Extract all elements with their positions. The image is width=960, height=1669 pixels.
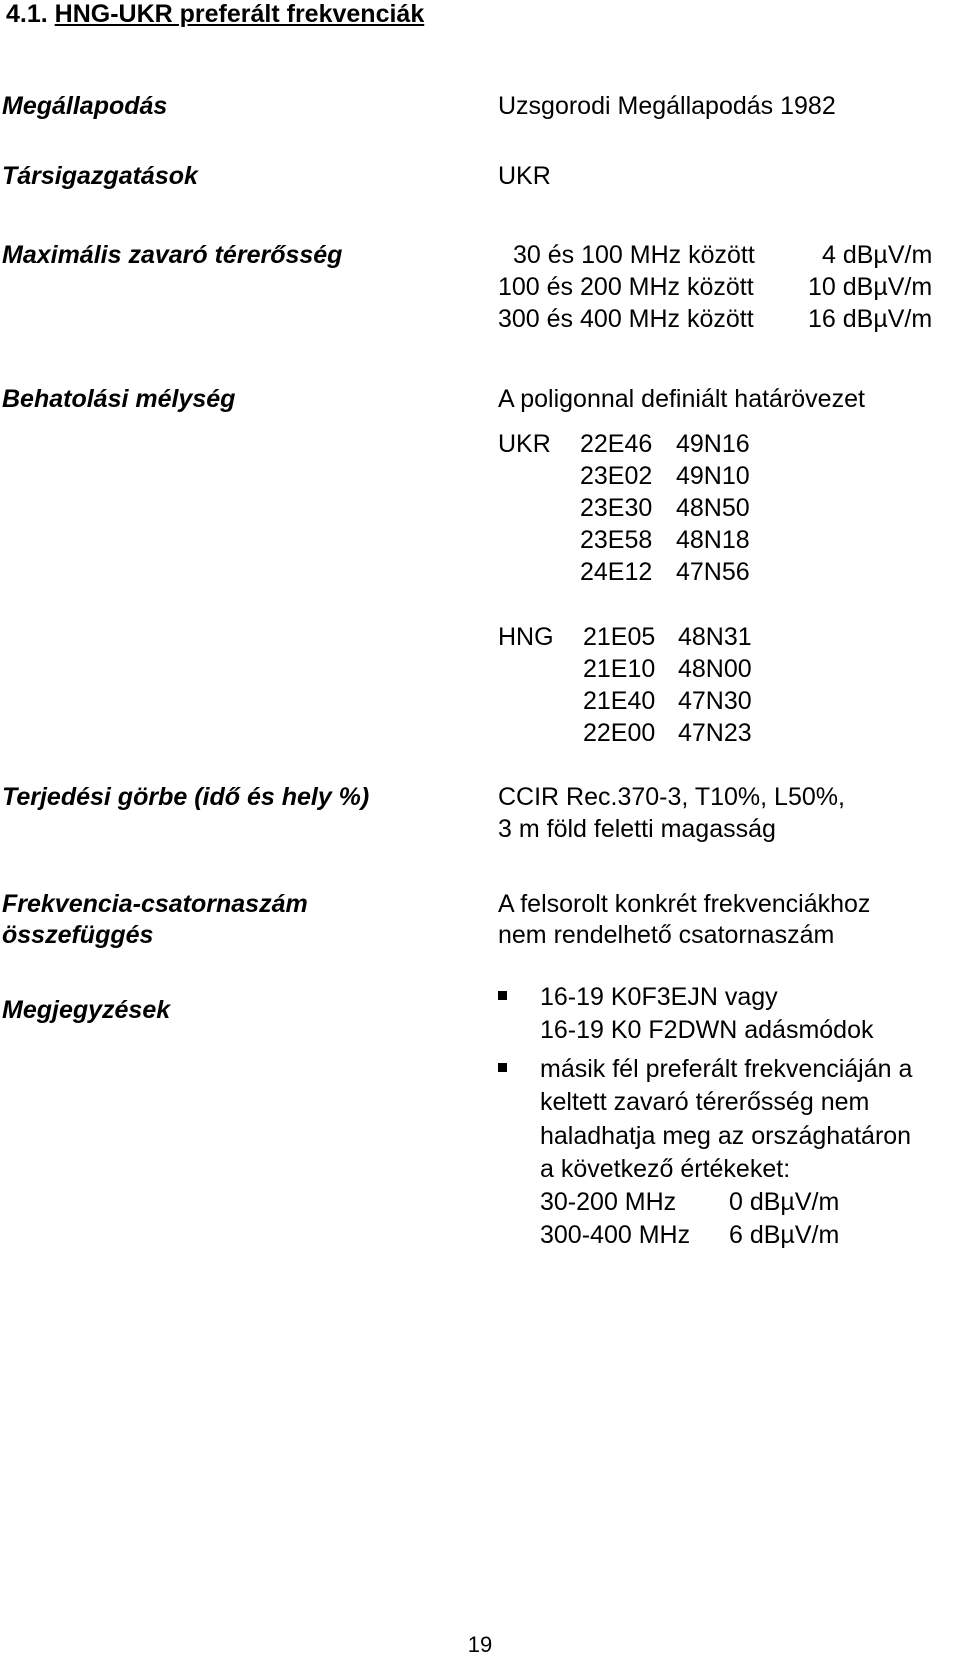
administrations-value: UKR [498,162,551,190]
limit-band-2: 300-400 MHz [540,1221,691,1249]
polygon-lon: 23E30 [580,494,653,522]
limit-band-1: 30-200 MHz [540,1188,677,1216]
limit-level-1: 0 dBµV/m [729,1188,840,1216]
frequency-channel-label-line-1: Frekvencia-csatornaszám [2,890,308,918]
agreement-value: Uzsgorodi Megállapodás 1982 [498,92,836,120]
note-1-line-1: 16-19 K0F3EJN vagy [540,983,778,1011]
notes-label: Megjegyzések [2,996,171,1024]
section-number: 4.1. [6,0,48,28]
section-title: HNG-UKR preferált frekvenciák [54,0,425,28]
note-2-line-2: keltett zavaró térerősség nem [540,1088,870,1116]
note-2-line-4: a következő értékeket: [540,1155,791,1183]
polygon-lon: 21E10 [583,655,656,683]
range-band-1: 30 és 100 MHz között [513,241,755,269]
limit-level-2: 6 dBµV/m [729,1221,840,1249]
range-level-1: 4 dBµV/m [822,241,933,269]
propagation-curve-label: Terjedési görbe (idő és hely %) [2,783,370,811]
polygon-lat: 48N31 [678,623,752,651]
bullet-square-icon [498,1063,507,1072]
propagation-curve-line-1: CCIR Rec.370-3, T10%, L50%, [498,783,845,811]
frequency-channel-line-1: A felsorolt konkrét frekvenciákhoz [498,890,871,918]
polygon-lat: 48N18 [676,526,750,554]
penetration-depth-label: Behatolási mélység [2,385,236,413]
polygon-lat: 47N23 [678,719,752,747]
page-number: 19 [467,1632,493,1657]
polygon-lat: 48N50 [676,494,750,522]
polygon-lon: 21E05 [583,623,656,651]
polygon-lon: 22E00 [583,719,656,747]
polygon-country-ukr: UKR [498,430,551,458]
polygon-lon: 23E58 [580,526,653,554]
polygon-lat: 49N10 [676,462,750,490]
section-heading [6,2,424,27]
range-level-3: 16 dBµV/m [808,305,933,333]
range-level-2: 10 dBµV/m [808,273,933,301]
bullet-square-icon [498,991,507,1000]
polygon-lat: 48N00 [678,655,752,683]
administrations-label: Társigazgatások [2,162,198,190]
polygon-country-hng: HNG [498,623,554,651]
frequency-channel-label-line-2: összefüggés [2,921,154,949]
note-2-line-3: haladhatja meg az országhatáron [540,1122,912,1150]
note-1-line-2: 16-19 K0 F2DWN adásmódok [540,1016,874,1044]
range-band-2: 100 és 200 MHz között [498,273,754,301]
penetration-depth-value: A poligonnal definiált határövezet [498,385,865,413]
note-2-line-1: másik fél preferált frekvenciáján a [540,1055,913,1083]
polygon-lon: 24E12 [580,558,653,586]
polygon-lon: 21E40 [583,687,656,715]
propagation-curve-line-2: 3 m föld feletti magasság [498,815,776,843]
max-field-strength-label: Maximális zavaró térerősség [2,241,343,269]
agreement-label: Megállapodás [2,92,168,120]
polygon-lon: 23E02 [580,462,653,490]
polygon-lon: 22E46 [580,430,653,458]
range-band-3: 300 és 400 MHz között [498,305,754,333]
polygon-lat: 47N30 [678,687,752,715]
polygon-lat: 47N56 [676,558,750,586]
frequency-channel-line-2: nem rendelhető csatornaszám [498,921,835,949]
polygon-lat: 49N16 [676,430,750,458]
